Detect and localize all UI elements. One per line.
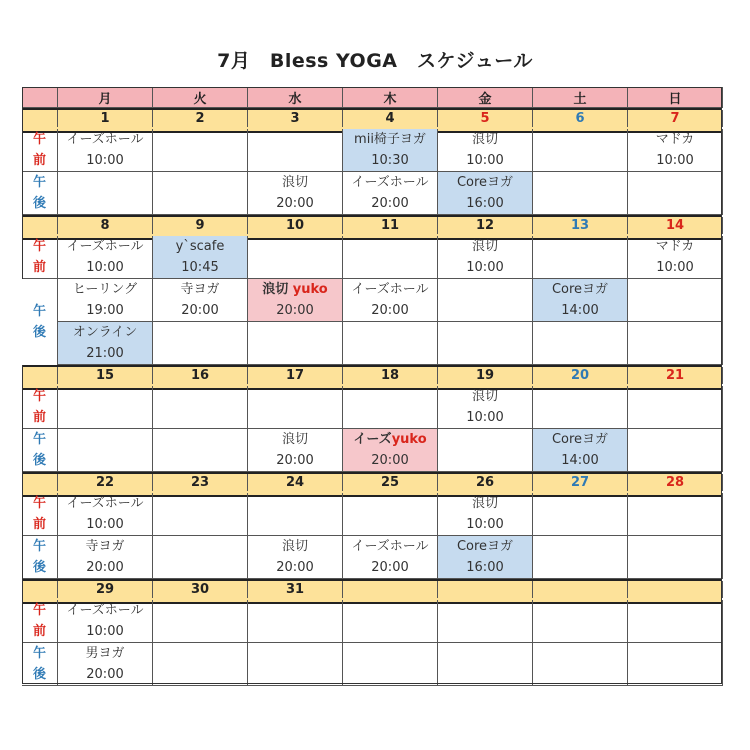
weekday-label: 金: [478, 91, 492, 107]
date-cell: [248, 474, 343, 491]
slot-label-char: 午: [32, 239, 46, 254]
empty-slot: [248, 600, 343, 643]
empty-slot: [628, 600, 723, 643]
empty-slot: [58, 172, 153, 215]
slot-label-char: 午: [32, 132, 46, 147]
weekday-label: 日: [668, 91, 682, 107]
class-name: 浪切: [471, 239, 498, 254]
class-time: 10:30: [371, 153, 409, 168]
date-number: 31: [285, 582, 305, 597]
class-name: イーズホール: [351, 539, 429, 554]
header-corner: [22, 87, 58, 108]
am-label: [22, 493, 58, 536]
class-event: [248, 429, 343, 472]
class-event: [58, 129, 153, 172]
class-event: [248, 279, 343, 322]
empty-slot: [533, 322, 628, 365]
class-time: 20:00: [276, 453, 314, 468]
date-number: 27: [570, 475, 590, 490]
am-label: [22, 600, 58, 643]
empty-slot: [343, 600, 438, 643]
class-name: 寺ヨガ: [85, 539, 125, 554]
class-time: 10:00: [466, 410, 504, 425]
date-cell: [438, 474, 533, 491]
empty-slot: [628, 643, 723, 686]
pm-label-row: [22, 643, 722, 686]
date-number: 24: [285, 475, 305, 490]
empty-slot: [533, 536, 628, 579]
weekday-label: 木: [383, 91, 397, 107]
weekday-label: 土: [573, 91, 587, 107]
date-cell: [438, 367, 533, 384]
slot-label-char: 前: [32, 260, 46, 275]
weekday-1: [153, 87, 248, 108]
empty-slot: [343, 643, 438, 686]
class-event: [248, 536, 343, 579]
date-row-corner: [22, 581, 58, 598]
weekday-label: 水: [288, 91, 302, 107]
class-event: [58, 643, 153, 686]
pm-label: [22, 429, 58, 472]
date-cell: [533, 581, 628, 598]
empty-slot: [533, 172, 628, 215]
class-time: 10:00: [86, 624, 124, 639]
class-name: マドカ: [655, 239, 695, 254]
class-name: y`scafe: [175, 239, 225, 254]
class-event: [438, 172, 533, 215]
slot-label-char: 午: [32, 304, 46, 319]
class-time: 20:00: [276, 560, 314, 575]
am-label-row: [22, 386, 722, 429]
pm-label-row: [22, 322, 722, 365]
date-cell: [533, 474, 628, 491]
empty-slot: [628, 279, 723, 322]
date-cell: [58, 217, 153, 234]
class-name: イーズホール: [351, 175, 429, 190]
date-number: 17: [285, 368, 305, 383]
class-name: 浪切: [281, 432, 308, 447]
date-number: 19: [475, 368, 495, 383]
date-cell: [153, 581, 248, 598]
empty-slot: [628, 322, 723, 365]
empty-slot: [153, 536, 248, 579]
date-cell: [153, 110, 248, 127]
class-name: Coreヨガ: [551, 282, 609, 297]
empty-slot: [153, 429, 248, 472]
class-name: mii椅子ヨガ: [354, 132, 426, 147]
class-time: 10:00: [466, 517, 504, 532]
empty-slot: [628, 172, 723, 215]
class-event: [343, 172, 438, 215]
class-event: [438, 236, 533, 279]
date-cell: [628, 110, 723, 127]
date-cell: [153, 217, 248, 234]
date-cell: [628, 581, 723, 598]
class-time: 10:45: [181, 260, 219, 275]
empty-slot: [153, 172, 248, 215]
empty-slot: [248, 129, 343, 172]
class-event: [58, 600, 153, 643]
instructor-name: yuko: [391, 432, 427, 447]
empty-slot: [628, 493, 723, 536]
date-cell: [58, 474, 153, 491]
slot-label-char: 午: [32, 646, 46, 661]
date-number: 12: [475, 218, 495, 233]
class-name: オンライン: [72, 325, 138, 340]
slot-label-char: 午: [32, 432, 46, 447]
class-name: イーズホール: [66, 496, 144, 511]
class-name: 浪切: [471, 132, 498, 147]
date-number: 20: [570, 368, 590, 383]
date-cell: [533, 217, 628, 234]
date-row-corner: [22, 110, 58, 127]
slot-label-char: 前: [32, 624, 46, 639]
weekday-3: [343, 87, 438, 108]
class-event: [628, 236, 723, 279]
class-event: [248, 172, 343, 215]
class-name: Coreヨガ: [456, 175, 514, 190]
class-name: マドカ: [655, 132, 695, 147]
date-cell: [153, 474, 248, 491]
date-row-corner: [22, 217, 58, 234]
date-number: 25: [380, 475, 400, 490]
empty-slot: [248, 236, 343, 279]
date-number: 9: [195, 218, 205, 233]
class-name: イーズホール: [66, 132, 144, 147]
date-number: 23: [190, 475, 210, 490]
slot-label-char: 後: [32, 325, 46, 340]
date-cell: [343, 217, 438, 234]
class-time: 20:00: [86, 667, 124, 682]
slot-label-char: 前: [32, 410, 46, 425]
date-row-corner: [22, 474, 58, 491]
class-name: Coreヨガ: [551, 432, 609, 447]
empty-slot: [628, 386, 723, 429]
class-time: 10:00: [466, 153, 504, 168]
class-name: イーズホール: [66, 239, 144, 254]
empty-slot: [248, 493, 343, 536]
date-number: 5: [480, 111, 490, 126]
date-cell: [438, 217, 533, 234]
date-number: 3: [290, 111, 300, 126]
pm-label-row: [22, 429, 722, 472]
empty-slot: [438, 279, 533, 322]
weekday-2: [248, 87, 343, 108]
empty-slot: [533, 236, 628, 279]
empty-slot: [248, 322, 343, 365]
date-cell: [628, 474, 723, 491]
date-cell: [533, 367, 628, 384]
class-name: 浪切: [471, 389, 498, 404]
weekday-header-row: [22, 87, 722, 108]
date-number: 6: [575, 111, 585, 126]
class-name: 浪切: [281, 175, 308, 190]
class-event: [153, 279, 248, 322]
empty-slot: [343, 322, 438, 365]
am-label: [22, 386, 58, 429]
class-name: 浪切: [281, 539, 308, 554]
empty-slot: [438, 600, 533, 643]
class-name-text: 浪切: [262, 282, 293, 297]
class-name: [353, 429, 426, 450]
empty-slot: [438, 429, 533, 472]
weekday-4: [438, 87, 533, 108]
empty-slot: [438, 643, 533, 686]
date-cell: [248, 110, 343, 127]
class-event: [58, 279, 153, 322]
class-event: [628, 129, 723, 172]
date-cell: [628, 217, 723, 234]
date-number: 22: [95, 475, 115, 490]
class-event: [533, 279, 628, 322]
date-cell: [58, 367, 153, 384]
class-event: [343, 279, 438, 322]
empty-slot: [533, 643, 628, 686]
slot-label-char: 午: [32, 539, 46, 554]
date-number: 29: [95, 582, 115, 597]
date-cell: [248, 367, 343, 384]
date-cell: [343, 474, 438, 491]
am-label-row: [22, 493, 722, 536]
am-label-row: [22, 129, 722, 172]
slot-label-char: 後: [32, 560, 46, 575]
date-number: 18: [380, 368, 400, 383]
slot-label-char: 午: [32, 175, 46, 190]
instructor-name: yuko: [292, 282, 328, 297]
date-number: 4: [385, 111, 395, 126]
date-cell: [248, 217, 343, 234]
am-label-row: [22, 600, 722, 643]
class-name: Coreヨガ: [456, 539, 514, 554]
pm-label: [22, 279, 58, 365]
class-time: 10:00: [86, 517, 124, 532]
date-number: 13: [570, 218, 590, 233]
class-name: ヒーリング: [72, 282, 138, 297]
empty-slot: [533, 493, 628, 536]
class-time: 21:00: [86, 346, 124, 361]
am-label: [22, 236, 58, 279]
slot-label-char: 後: [32, 667, 46, 682]
slot-label-char: 前: [32, 153, 46, 168]
date-cell: [533, 110, 628, 127]
date-number: 8: [100, 218, 110, 233]
class-name: イーズホール: [351, 282, 429, 297]
date-cell: [153, 367, 248, 384]
weekday-label: 月: [98, 91, 112, 107]
empty-slot: [533, 600, 628, 643]
class-time: 20:00: [371, 196, 409, 211]
class-name: [262, 279, 328, 300]
class-event: [58, 322, 153, 365]
empty-slot: [248, 643, 343, 686]
class-time: 16:00: [466, 196, 504, 211]
date-number: 15: [95, 368, 115, 383]
class-event: [438, 386, 533, 429]
slot-label-char: 後: [32, 196, 46, 211]
class-event: [533, 429, 628, 472]
class-time: 14:00: [561, 303, 599, 318]
class-event: [438, 129, 533, 172]
empty-slot: [533, 386, 628, 429]
class-time: 10:00: [466, 260, 504, 275]
date-cell: [343, 367, 438, 384]
empty-slot: [248, 386, 343, 429]
date-row-corner: [22, 367, 58, 384]
date-number: 14: [665, 218, 685, 233]
class-time: 10:00: [656, 260, 694, 275]
empty-slot: [153, 129, 248, 172]
empty-slot: [343, 493, 438, 536]
pm-label-row: [22, 172, 722, 215]
date-cell: [58, 110, 153, 127]
empty-slot: [58, 386, 153, 429]
date-number: 30: [190, 582, 210, 597]
class-time: 20:00: [371, 303, 409, 318]
class-name: イーズホール: [66, 603, 144, 618]
class-event: [58, 493, 153, 536]
slot-label-char: 午: [32, 496, 46, 511]
weekday-0: [58, 87, 153, 108]
empty-slot: [153, 600, 248, 643]
slot-label-char: 前: [32, 517, 46, 532]
date-number: 16: [190, 368, 210, 383]
class-time: 10:00: [86, 260, 124, 275]
date-number: 21: [665, 368, 685, 383]
empty-slot: [343, 236, 438, 279]
class-event: [153, 236, 248, 279]
class-time: 20:00: [276, 303, 314, 318]
date-number: 1: [100, 111, 110, 126]
class-time: 16:00: [466, 560, 504, 575]
empty-slot: [153, 386, 248, 429]
empty-slot: [533, 129, 628, 172]
am-label: [22, 129, 58, 172]
class-time: 14:00: [561, 453, 599, 468]
class-event: [58, 536, 153, 579]
pm-label: [22, 536, 58, 579]
date-number: 28: [665, 475, 685, 490]
class-time: 20:00: [276, 196, 314, 211]
class-name-text: イーズ: [353, 432, 392, 447]
pm-label: [22, 643, 58, 686]
class-name: 浪切: [471, 496, 498, 511]
class-time: 20:00: [371, 560, 409, 575]
date-number: 2: [195, 111, 205, 126]
empty-slot: [58, 429, 153, 472]
am-label-row: [22, 236, 722, 279]
class-event: [343, 536, 438, 579]
empty-slot: [153, 493, 248, 536]
date-cell: [58, 581, 153, 598]
pm-label: [22, 172, 58, 215]
page-title: 7月 Bless YOGA スケジュール: [217, 50, 533, 72]
class-event: [343, 429, 438, 472]
class-time: 20:00: [181, 303, 219, 318]
class-name: 男ヨガ: [85, 646, 125, 661]
class-time: 20:00: [86, 560, 124, 575]
slot-label-char: 後: [32, 453, 46, 468]
date-cell: [628, 367, 723, 384]
date-cell: [438, 581, 533, 598]
slot-label-char: 午: [32, 389, 46, 404]
date-cell: [343, 110, 438, 127]
date-cell: [343, 581, 438, 598]
empty-slot: [628, 429, 723, 472]
date-number: 7: [670, 111, 680, 126]
date-cell: [248, 581, 343, 598]
date-number: 10: [285, 218, 305, 233]
weekday-label: 火: [193, 91, 207, 107]
empty-slot: [153, 322, 248, 365]
pm-label-row: [22, 536, 722, 579]
class-time: 10:00: [656, 153, 694, 168]
empty-slot: [153, 643, 248, 686]
date-number: 11: [380, 218, 400, 233]
empty-slot: [343, 386, 438, 429]
slot-label-char: 午: [32, 603, 46, 618]
class-name: 寺ヨガ: [180, 282, 220, 297]
empty-slot: [628, 536, 723, 579]
class-time: 10:00: [86, 153, 124, 168]
class-time: 19:00: [86, 303, 124, 318]
class-event: [343, 129, 438, 172]
class-event: [438, 493, 533, 536]
empty-slot: [438, 322, 533, 365]
class-time: 20:00: [371, 453, 409, 468]
weekday-5: [533, 87, 628, 108]
date-number: 26: [475, 475, 495, 490]
date-cell: [438, 110, 533, 127]
weekday-6: [628, 87, 723, 108]
class-event: [58, 236, 153, 279]
class-event: [438, 536, 533, 579]
